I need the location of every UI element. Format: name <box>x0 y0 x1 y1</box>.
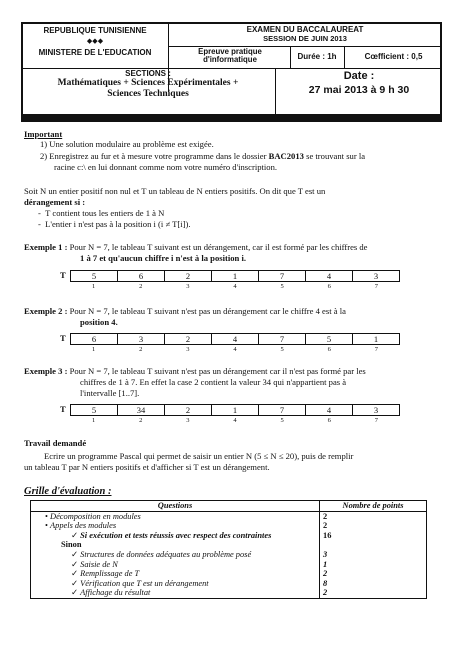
array-cell: 6 <box>71 334 118 344</box>
header-divider <box>21 68 442 69</box>
important-item-1: 1) Une solution modulaire au problème est exigée. <box>40 139 214 149</box>
bullet-icon: • <box>45 521 51 531</box>
array-indices <box>70 417 400 424</box>
grid-row <box>31 521 427 531</box>
column-header-points: Nombre de points <box>320 501 427 512</box>
grid-row <box>31 579 427 589</box>
array-cell: 5 <box>306 334 353 344</box>
duree-label: Durée : 1h <box>297 52 337 61</box>
grid-question-text: Structures de données adéquates au problème posé <box>80 549 252 559</box>
grid-points-cell: 3 <box>320 550 427 560</box>
check-icon: ✓ <box>71 588 81 598</box>
array-index: 5 <box>280 346 284 353</box>
array-cell: 5 <box>71 405 118 415</box>
array-index: 7 <box>374 417 379 424</box>
grid-question-text: Décomposition en modules <box>50 511 141 521</box>
grid-question-text: Remplissage de T <box>80 569 140 579</box>
grid-question-cell <box>31 511 320 521</box>
array-index: 6 <box>327 417 331 424</box>
grid-row <box>31 569 427 579</box>
array-indices <box>70 346 400 353</box>
array-cell: 3 <box>373 405 379 415</box>
example-1-line-1: Exemple 1 : Pour N = 7, le tableau T suivant est un dérangement, car il est formé par les chiffres de <box>24 242 368 252</box>
array-index: 2 <box>139 283 143 290</box>
sections-line-1: Mathématiques + Sciences Expérimentales + <box>57 78 239 88</box>
array-index: 7 <box>374 346 379 353</box>
grid-row <box>31 550 427 560</box>
coefficient-label: Cœfficient : 0,5 <box>364 52 423 61</box>
array-cell: 1 <box>373 334 379 344</box>
grid-question-cell <box>31 588 320 598</box>
array-cell: 2 <box>165 271 212 281</box>
intro-line-2: dérangement si : <box>24 197 86 207</box>
header-bottom-bar <box>21 114 442 122</box>
grid-question-cell <box>31 579 320 589</box>
grid-question-text: Sinon <box>61 540 82 550</box>
array-index: 3 <box>186 346 190 353</box>
travail-line-1: Ecrire un programme Pascal qui permet de saisir un entier N (5 ≤ N ≤ 20), puis de remplir <box>44 451 354 461</box>
grid-question-text: Vérification que T est un dérangement <box>80 578 209 588</box>
check-icon: ✓ <box>71 559 81 569</box>
important-item-2-cont: racine c:\ en lui donnant comme nom votre numéro d'inscription. <box>54 162 278 172</box>
check-icon: ✓ <box>71 569 81 579</box>
array-cell: 2 <box>165 334 212 344</box>
grid-points-cell: 8 <box>320 579 427 589</box>
column-header-questions: Questions <box>31 501 320 512</box>
array-index: 4 <box>233 283 237 290</box>
grid-points-cell: 2 <box>320 569 427 579</box>
array-cell: 7 <box>259 271 306 281</box>
session-label: SESSION DE JUIN 2013 <box>263 34 347 43</box>
republic-label: REPUBLIQUE TUNISIENNE <box>43 26 147 35</box>
array-cell: 5 <box>71 271 118 281</box>
array-index: 2 <box>139 417 143 424</box>
grid-row <box>31 531 427 541</box>
array-label: T <box>60 333 66 343</box>
array-cell: 34 <box>118 405 165 415</box>
grid-question-text: Affichage du résultat <box>80 588 151 598</box>
example-1-line-2: 1 à 7 et qu'aucun chiffre i n'est à la position i. <box>80 253 247 263</box>
sections-label: SECTIONS : <box>125 69 171 78</box>
ministry-label: MINISTERE DE L'EDUCATION <box>38 48 152 57</box>
grid-question-cell <box>31 560 320 570</box>
sections-line-2: Sciences Techniques <box>107 89 189 99</box>
array-label: T <box>60 404 66 414</box>
array-example-2 <box>70 333 400 345</box>
grid-points-cell <box>320 540 427 550</box>
example-3-line-2: chiffres de 1 à 7. En effet la case 2 contient la valeur 34 qui n'appartient pas à <box>80 377 347 387</box>
array-cell: 2 <box>165 405 212 415</box>
exam-title: EXAMEN DU BACCALAUREAT <box>246 25 364 34</box>
check-icon: ✓ <box>71 578 81 588</box>
array-label: T <box>60 270 66 280</box>
grid-points-cell: 2 <box>320 521 427 531</box>
array-indices <box>70 283 400 290</box>
header-divider <box>275 68 276 114</box>
check-icon: ✓ <box>71 549 81 559</box>
array-index: 5 <box>280 417 284 424</box>
stars-ornament: ◆◆◆ <box>86 38 104 45</box>
grid-row <box>31 540 427 550</box>
date-value: 27 mai 2013 à 9 h 30 <box>308 84 410 96</box>
example-2-line-1: Exemple 2 : Pour N = 7, le tableau T suivant n'est pas un dérangement car le chiffre 4 est à la <box>24 306 346 316</box>
array-cell: 3 <box>373 271 379 281</box>
array-index: 4 <box>233 346 237 353</box>
array-example-1 <box>70 270 400 282</box>
array-cell: 7 <box>259 405 306 415</box>
important-item-2: 2) Enregistrez au fur et à mesure votre programme dans le dossier BAC2013 se trouvant sur la <box>40 151 366 161</box>
grid-points-cell: 1 <box>320 560 427 570</box>
array-index: 7 <box>374 283 379 290</box>
array-cell: 6 <box>118 271 165 281</box>
grid-question-cell <box>31 521 320 531</box>
array-cell: 4 <box>306 271 353 281</box>
array-index: 6 <box>327 346 331 353</box>
array-index: 3 <box>186 417 190 424</box>
example-2-line-2: position 4. <box>80 317 118 327</box>
array-cell: 4 <box>212 334 259 344</box>
grid-points-cell: 16 <box>320 531 427 541</box>
intro-bullet-2: - L'entier i n'est pas à la position i (i ≠ T[i]). <box>38 219 191 229</box>
example-3-line-1: Exemple 3 : Pour N = 7, le tableau T suivant n'est pas un dérangement car il n'est pas formé par les <box>24 366 366 376</box>
array-index: 4 <box>233 417 237 424</box>
bullet-icon: • <box>45 511 51 521</box>
array-index: 1 <box>91 417 96 424</box>
evaluation-grid <box>30 500 427 599</box>
array-example-3 <box>70 404 400 416</box>
grid-points-cell: 2 <box>320 588 427 598</box>
array-index: 2 <box>139 346 143 353</box>
header-divider <box>290 46 291 68</box>
grid-points-cell: 2 <box>320 511 427 521</box>
travail-title: Travail demandé <box>24 438 87 448</box>
array-index: 5 <box>280 283 284 290</box>
grid-row <box>31 511 427 521</box>
check-icon: ✓ <box>71 530 81 540</box>
grid-question-cell <box>31 569 320 579</box>
date-label: Date : <box>343 70 375 82</box>
grille-title: Grille d'évaluation : <box>24 486 112 497</box>
grid-row <box>31 560 427 570</box>
grid-question-cell <box>31 540 320 550</box>
array-cell: 3 <box>118 334 165 344</box>
epreuve-label: Epreuve pratique d'informatique <box>198 47 262 65</box>
example-3-line-3: l'intervalle [1..7]. <box>80 388 140 398</box>
header-divider <box>344 46 345 68</box>
grid-question-cell <box>31 531 320 541</box>
grid-question-text: Appels des modules <box>50 521 117 531</box>
important-title: Important <box>24 129 63 139</box>
array-index: 1 <box>91 283 96 290</box>
travail-line-2: un tableau T par N entiers positifs et d'afficher si T est un dérangement. <box>24 462 270 472</box>
array-index: 1 <box>91 346 96 353</box>
array-index: 3 <box>186 283 190 290</box>
intro-bullet-1: - T contient tous les entiers de 1 à N <box>38 208 165 218</box>
array-cell: 1 <box>212 271 259 281</box>
grid-question-text: Si exécution et tests réussis avec respect des contraintes <box>80 530 272 540</box>
grid-question-cell <box>31 550 320 560</box>
array-index: 6 <box>327 283 331 290</box>
array-cell: 7 <box>259 334 306 344</box>
array-cell: 4 <box>306 405 353 415</box>
array-cell: 1 <box>212 405 259 415</box>
grid-question-text: Saisie de N <box>80 559 118 569</box>
intro-line-1: Soit N un entier positif non nul et T un tableau de N entiers positifs. On dit que T est un <box>24 186 326 196</box>
grid-row <box>31 588 427 598</box>
